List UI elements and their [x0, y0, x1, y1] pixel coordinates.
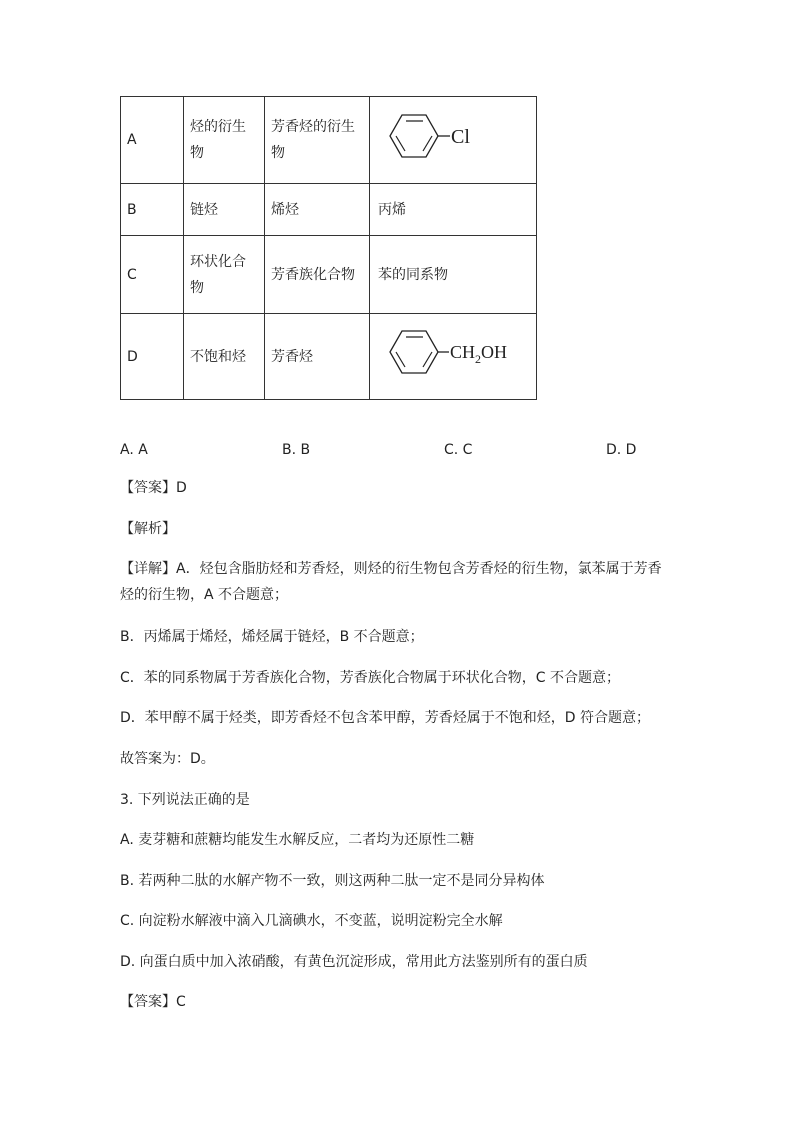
row-label: C — [121, 236, 184, 314]
option-d: D. D — [606, 442, 637, 458]
choice-c: C. 向淀粉水解液中滴入几滴碘水，不变蓝，说明淀粉完全水解 — [120, 913, 503, 929]
row-label: B — [121, 184, 184, 236]
table-row — [121, 97, 537, 184]
example-cell: 苯的同系物 — [370, 236, 537, 314]
choice-b: B. 若两种二肽的水解产物不一致，则这两种二肽一定不是同分异构体 — [120, 873, 545, 889]
table-row — [121, 314, 537, 400]
chlorobenzene-structure — [378, 100, 498, 172]
conclusion-line: 故答案为：D。 — [120, 751, 215, 767]
option-a: A. A — [120, 442, 148, 458]
category-cell: 烃的衍生物 — [184, 97, 265, 184]
example-cell: 丙烯 — [370, 184, 537, 236]
example-cell — [370, 97, 537, 184]
category-cell: 链烃 — [184, 184, 265, 236]
substituent-label: $CH_2OH$ — [450, 342, 508, 366]
detail-line-c: C．苯的同系物属于芳香族化合物，芳香族化合物属于环状化合物，C 不合题意； — [120, 670, 620, 686]
category-cell: 不饱和烃 — [184, 314, 265, 400]
choice-d: D. 向蛋白质中加入浓硝酸，有黄色沉淀形成，常用此方法鉴别所有的蛋白质 — [120, 954, 588, 970]
classification-table — [120, 96, 537, 400]
question3-answer: 【答案】C — [120, 994, 186, 1010]
subcategory-cell: 芳香烃 — [265, 314, 370, 400]
option-c: C. C — [444, 442, 473, 458]
analysis-heading: 【解析】 — [120, 521, 176, 537]
example-cell — [370, 314, 537, 400]
detail-line-b: B．丙烯属于烯烃，烯烃属于链烃，B 不合题意； — [120, 629, 424, 645]
category-cell: 环状化合物 — [184, 236, 265, 314]
benzyl-alcohol-structure — [378, 316, 528, 388]
subcategory-cell: 芳香族化合物 — [265, 236, 370, 314]
substituent-label: Cl — [451, 125, 470, 148]
option-b: B. B — [282, 442, 311, 458]
row-label: D — [121, 314, 184, 400]
choice-a: A. 麦芽糖和蔗糖均能发生水解反应，二者均为还原性二糖 — [120, 832, 475, 848]
question-stem: 3. 下列说法正确的是 — [120, 792, 250, 808]
answer-line: 【答案】D — [120, 480, 187, 496]
detail-line-d: D．苯甲醇不属于烃类，即芳香烃不包含苯甲醇，芳香烃属于不饱和烃，D 符合题意； — [120, 710, 651, 726]
detail-paragraph: 【详解】A．烃包含脂肪烃和芳香烃，则烃的衍生物包含芳香烃的衍生物，氯苯属于芳香烃的衍生物，A 不合题意； — [120, 561, 662, 603]
table-row — [121, 184, 537, 236]
subcategory-cell: 芳香烃的衍生物 — [265, 97, 370, 184]
subcategory-cell: 烯烃 — [265, 184, 370, 236]
row-label: A — [121, 97, 184, 184]
table-row — [121, 236, 537, 314]
